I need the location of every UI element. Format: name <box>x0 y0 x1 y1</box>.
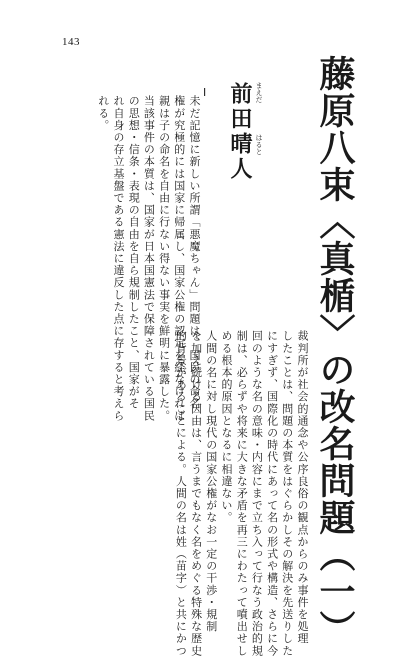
text-line: 裁判所が社会的通念や公序良俗の観点からのみ事件を処理 <box>296 330 309 645</box>
text-line: 的背景があることによる。人間の名は姓（苗字）と共にかつ <box>174 330 188 657</box>
text-line: 権が究極的には国家に帰属し、国家公権の認定を経なければ <box>172 95 186 422</box>
text-line: 制は、必らずや将来に大きな矛盾を再三にわたって噴出せし <box>235 330 249 657</box>
author-family-reading: まえだ <box>255 82 263 103</box>
section-number: Ⅰ <box>203 87 207 99</box>
page-title: 藤原八束〈真楯〉の改名問題（一） <box>314 55 356 647</box>
text-line: 人間の名に対し現代の国家公権がなお一定の干渉・規制 <box>204 330 218 633</box>
text-line: める根本的原因となるに相違ない。 <box>219 330 233 524</box>
author-given-name: 晴人 <box>227 132 253 182</box>
text-line: れる。 <box>96 95 110 132</box>
body-text-lower <box>170 330 310 657</box>
author-given-reading: はると <box>255 134 263 155</box>
author-name <box>228 82 252 182</box>
text-line: したことは、問題の本質をはぐらかしその解決を先送りした <box>280 330 294 657</box>
text-line: 親は子の命名を自由に行ない得ない事実を鮮明に暴露した。 <box>157 95 171 422</box>
body-text-upper <box>62 95 202 422</box>
text-line: れ自身の存立基盤である憲法に違反した点に存すると考えら <box>111 95 125 422</box>
text-line: 当該事件の本質は、国家が日本国憲法で保障されている国民 <box>142 95 156 422</box>
text-line: 未だ記憶に新しい所謂「悪魔ちゃん」問題は、国民の命名 <box>188 95 201 410</box>
author-family-name: 前田 <box>227 82 253 132</box>
text-line: にすぎず、国際化の時代にあって名の形式や構造、さらに今 <box>265 330 279 657</box>
text-line: の思想・信条・表現の自由を自ら規制したこと、国家がそ <box>127 95 141 410</box>
text-line: 回のような名の意味・内容にまで立ち入って行なう政治的規 <box>250 330 264 657</box>
text-line: を加え続ける因由は、言うまでもなく名をめぐる特殊な歴史 <box>189 330 203 657</box>
author-byline <box>227 82 263 182</box>
page-number: 143 <box>62 36 80 48</box>
